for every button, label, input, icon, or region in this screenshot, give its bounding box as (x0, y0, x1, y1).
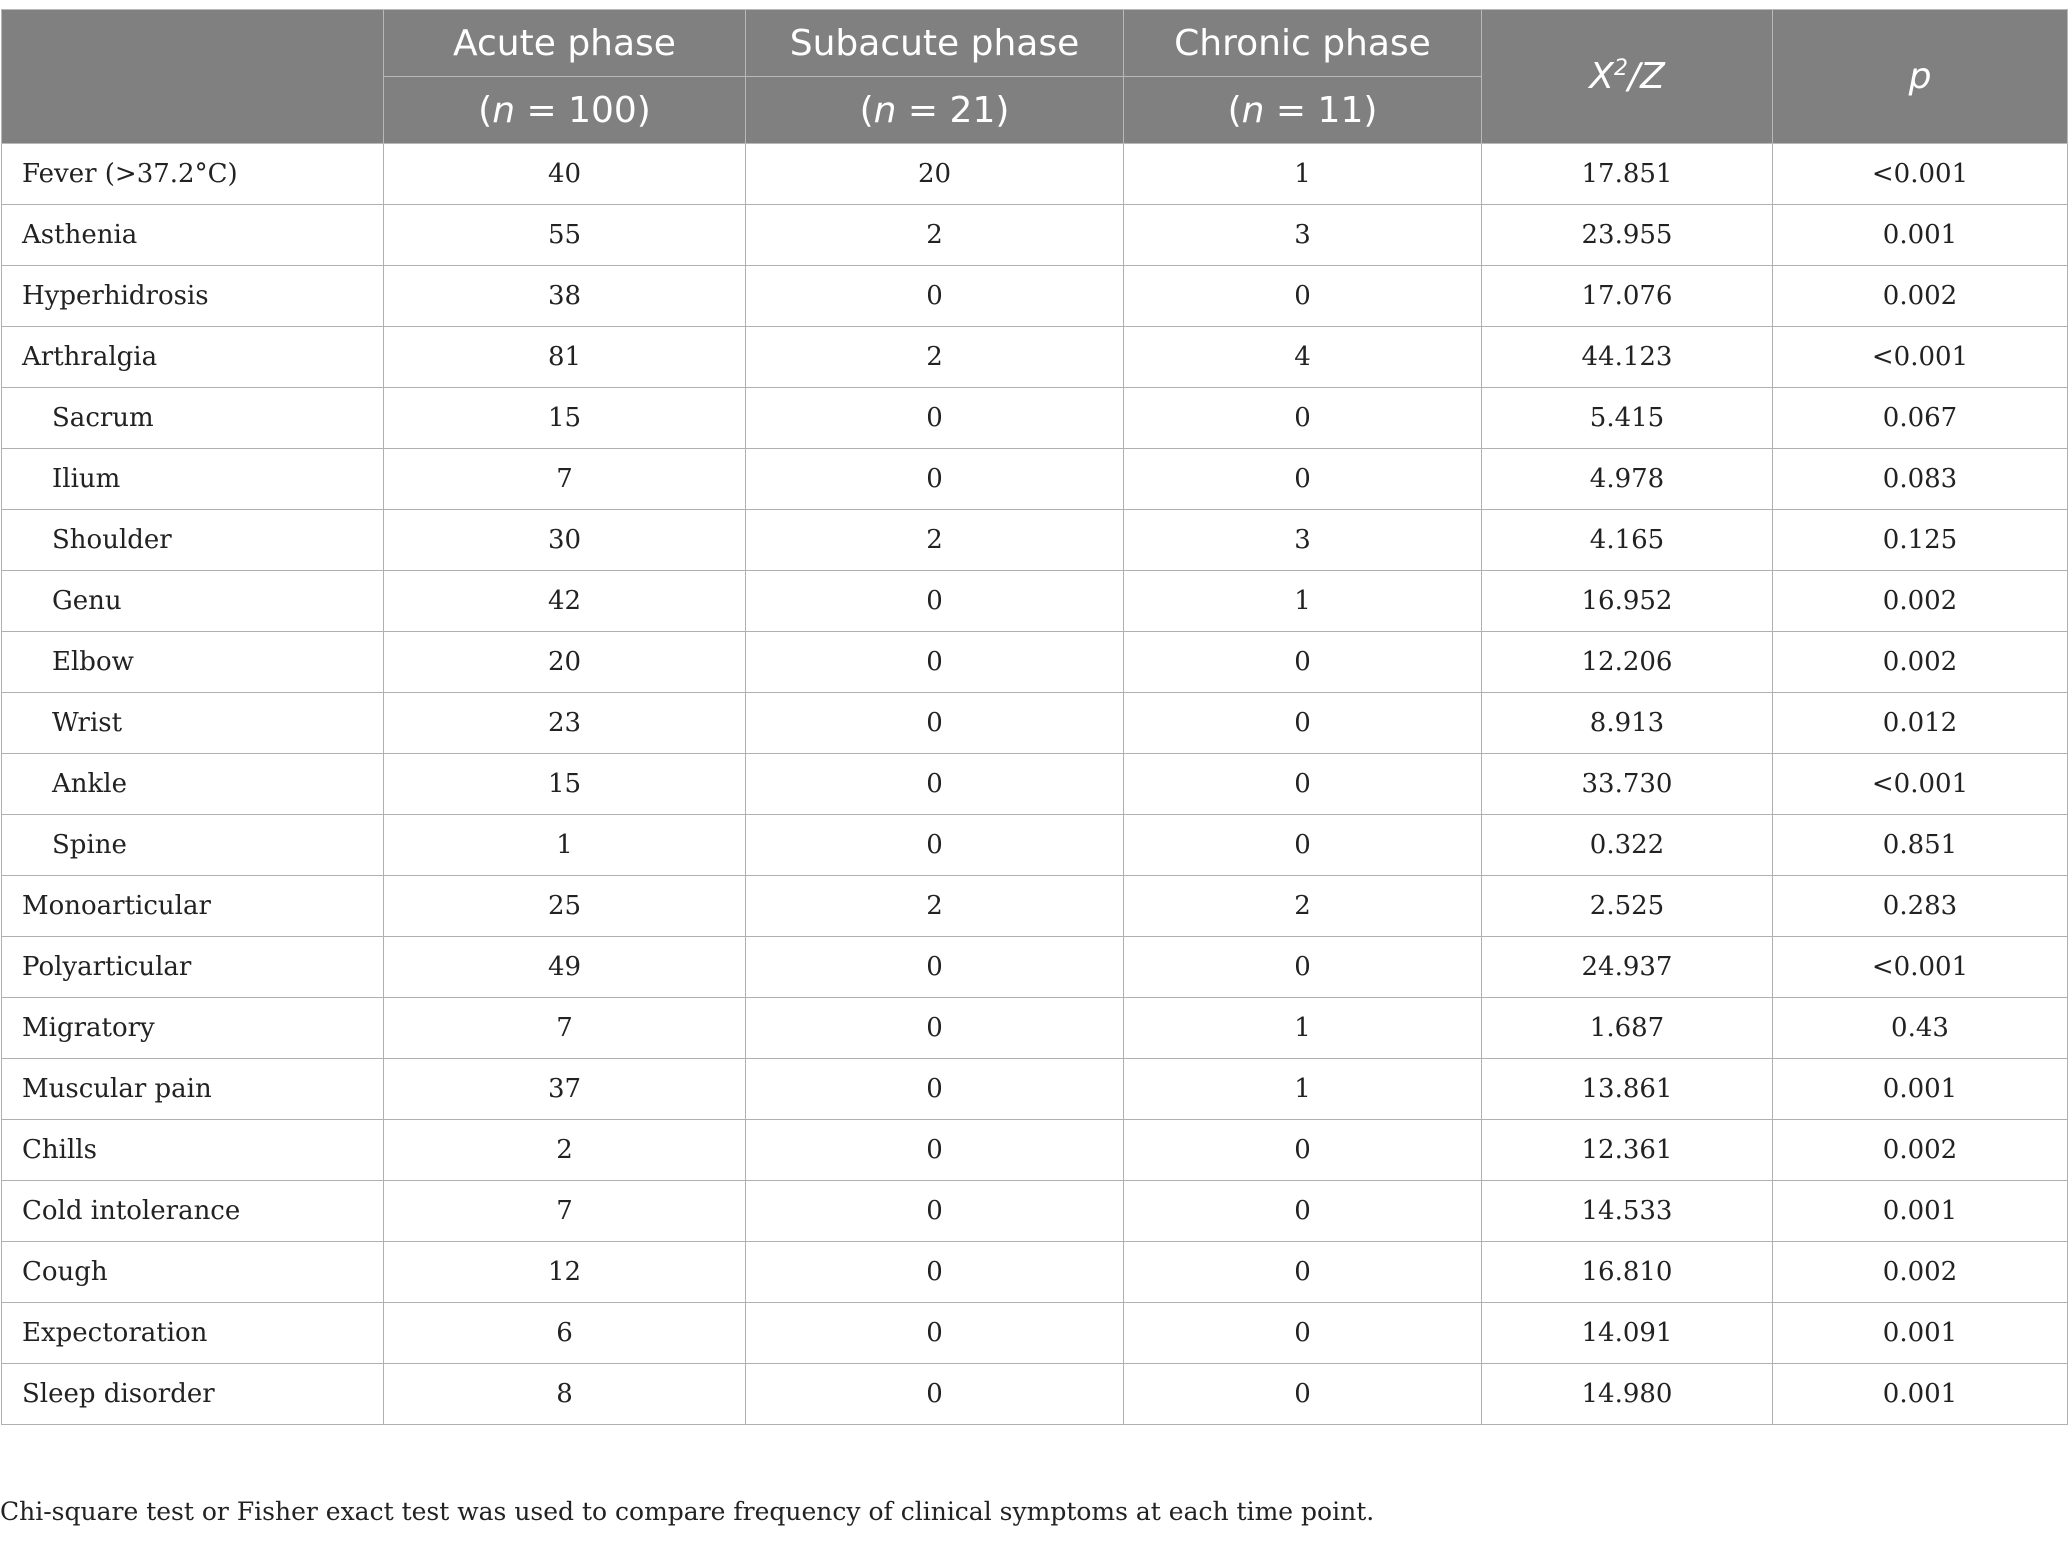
row-label: Elbow (2, 632, 384, 693)
statistic-value: 8.913 (1482, 693, 1773, 754)
table-row (2, 388, 2068, 449)
p-value: 0.125 (1773, 510, 2068, 571)
subacute-n-var: n (873, 89, 897, 131)
subacute-count: 0 (746, 632, 1124, 693)
chronic-count: 0 (1124, 266, 1482, 327)
table-row (2, 327, 2068, 388)
p-value: 0.083 (1773, 449, 2068, 510)
statistic-value: 44.123 (1482, 327, 1773, 388)
statistic-value: 0.322 (1482, 815, 1773, 876)
row-label: Genu (2, 571, 384, 632)
chronic-count: 0 (1124, 449, 1482, 510)
statistic-value: 5.415 (1482, 388, 1773, 449)
p-value: 0.851 (1773, 815, 2068, 876)
header-acute-n (384, 77, 746, 144)
chronic-n-value: = 11) (1264, 89, 1378, 131)
subacute-count: 0 (746, 754, 1124, 815)
header-chronic-phase: Chronic phase (1124, 10, 1482, 77)
subacute-n-value: = 21) (896, 89, 1010, 131)
p-value: 0.012 (1773, 693, 2068, 754)
statistic-value: 17.076 (1482, 266, 1773, 327)
statistic-value: 16.952 (1482, 571, 1773, 632)
table-row (2, 510, 2068, 571)
p-value: 0.001 (1773, 1303, 2068, 1364)
statistic-value: 1.687 (1482, 998, 1773, 1059)
table-row (2, 266, 2068, 327)
acute-count: 15 (384, 388, 746, 449)
row-label: Asthenia (2, 205, 384, 266)
chronic-n-var: n (1241, 89, 1265, 131)
subacute-count: 0 (746, 266, 1124, 327)
acute-count: 30 (384, 510, 746, 571)
row-label: Wrist (2, 693, 384, 754)
subacute-count: 0 (746, 1059, 1124, 1120)
table-header (2, 10, 2068, 144)
acute-count: 37 (384, 1059, 746, 1120)
header-statistic-x: X (1589, 56, 1614, 97)
chronic-count: 2 (1124, 876, 1482, 937)
p-value: 0.002 (1773, 632, 2068, 693)
acute-count: 81 (384, 327, 746, 388)
p-value: 0.43 (1773, 998, 2068, 1059)
chronic-count: 0 (1124, 388, 1482, 449)
acute-count: 6 (384, 1303, 746, 1364)
row-label: Shoulder (2, 510, 384, 571)
chronic-count: 1 (1124, 144, 1482, 205)
p-value: 0.001 (1773, 1364, 2068, 1425)
chronic-count: 0 (1124, 1242, 1482, 1303)
subacute-count: 20 (746, 144, 1124, 205)
header-acute-phase: Acute phase (384, 10, 746, 77)
header-statistic-superscript: 2 (1613, 56, 1628, 81)
chronic-count: 3 (1124, 510, 1482, 571)
p-value: <0.001 (1773, 754, 2068, 815)
symptom-table (1, 9, 2068, 1425)
header-blank-cell (2, 10, 384, 144)
header-row-titles (2, 10, 2068, 77)
acute-count: 49 (384, 937, 746, 998)
acute-n-value: = 100) (515, 89, 651, 131)
acute-count: 40 (384, 144, 746, 205)
statistic-value: 24.937 (1482, 937, 1773, 998)
statistic-value: 16.810 (1482, 1242, 1773, 1303)
p-value: 0.001 (1773, 1181, 2068, 1242)
table-row (2, 754, 2068, 815)
subacute-count: 0 (746, 693, 1124, 754)
row-label: Muscular pain (2, 1059, 384, 1120)
acute-count: 23 (384, 693, 746, 754)
acute-count: 12 (384, 1242, 746, 1303)
row-label: Ankle (2, 754, 384, 815)
chronic-count: 0 (1124, 693, 1482, 754)
row-label: Monoarticular (2, 876, 384, 937)
subacute-count: 0 (746, 1242, 1124, 1303)
header-statistic-rest: /Z (1627, 56, 1665, 97)
table-row (2, 876, 2068, 937)
acute-count: 55 (384, 205, 746, 266)
header-subacute-n (746, 77, 1124, 144)
table-row (2, 571, 2068, 632)
subacute-count: 0 (746, 998, 1124, 1059)
row-label: Sacrum (2, 388, 384, 449)
chronic-count: 1 (1124, 571, 1482, 632)
row-label: Sleep disorder (2, 1364, 384, 1425)
chronic-count: 0 (1124, 815, 1482, 876)
acute-count: 42 (384, 571, 746, 632)
statistic-value: 4.165 (1482, 510, 1773, 571)
chronic-n-open: ( (1227, 89, 1242, 131)
table-row (2, 1303, 2068, 1364)
statistic-value: 12.206 (1482, 632, 1773, 693)
chronic-count: 4 (1124, 327, 1482, 388)
subacute-count: 2 (746, 876, 1124, 937)
statistic-value: 14.980 (1482, 1364, 1773, 1425)
p-value: 0.067 (1773, 388, 2068, 449)
p-value: 0.001 (1773, 205, 2068, 266)
acute-count: 8 (384, 1364, 746, 1425)
p-value: <0.001 (1773, 937, 2068, 998)
row-label: Cold intolerance (2, 1181, 384, 1242)
statistic-value: 4.978 (1482, 449, 1773, 510)
subacute-count: 0 (746, 1364, 1124, 1425)
table-row (2, 937, 2068, 998)
subacute-count: 2 (746, 205, 1124, 266)
header-p-label: p (1908, 56, 1932, 97)
header-p-value (1773, 10, 2068, 144)
subacute-count: 0 (746, 449, 1124, 510)
table-row (2, 1059, 2068, 1120)
acute-n-open: ( (478, 89, 493, 131)
subacute-count: 0 (746, 1181, 1124, 1242)
statistic-value: 12.361 (1482, 1120, 1773, 1181)
statistic-value: 17.851 (1482, 144, 1773, 205)
acute-count: 38 (384, 266, 746, 327)
p-value: 0.002 (1773, 266, 2068, 327)
subacute-count: 2 (746, 327, 1124, 388)
row-label: Cough (2, 1242, 384, 1303)
table-row (2, 144, 2068, 205)
row-label: Ilium (2, 449, 384, 510)
chronic-count: 0 (1124, 1181, 1482, 1242)
row-label: Expectoration (2, 1303, 384, 1364)
table-row (2, 1242, 2068, 1303)
acute-count: 2 (384, 1120, 746, 1181)
chronic-count: 3 (1124, 205, 1482, 266)
row-label: Fever (>37.2°C) (2, 144, 384, 205)
chronic-count: 0 (1124, 937, 1482, 998)
table-row (2, 815, 2068, 876)
table-row (2, 1181, 2068, 1242)
table-row (2, 632, 2068, 693)
statistic-value: 14.533 (1482, 1181, 1773, 1242)
row-label: Spine (2, 815, 384, 876)
statistic-value: 13.861 (1482, 1059, 1773, 1120)
subacute-count: 0 (746, 388, 1124, 449)
chronic-count: 0 (1124, 1120, 1482, 1181)
subacute-count: 0 (746, 937, 1124, 998)
subacute-n-open: ( (859, 89, 874, 131)
header-chronic-n (1124, 77, 1482, 144)
p-value: 0.001 (1773, 1059, 2068, 1120)
table-body (2, 144, 2068, 1425)
acute-count: 20 (384, 632, 746, 693)
acute-count: 15 (384, 754, 746, 815)
table-footnote: Chi-square test or Fisher exact test was used to compare frequency of clinical symptoms at each time point. (0, 1497, 1375, 1526)
subacute-count: 0 (746, 571, 1124, 632)
statistic-value: 14.091 (1482, 1303, 1773, 1364)
acute-count: 7 (384, 1181, 746, 1242)
subacute-count: 0 (746, 815, 1124, 876)
subacute-count: 0 (746, 1120, 1124, 1181)
p-value: <0.001 (1773, 144, 2068, 205)
chronic-count: 1 (1124, 1059, 1482, 1120)
row-label: Hyperhidrosis (2, 266, 384, 327)
chronic-count: 0 (1124, 1364, 1482, 1425)
table-row (2, 205, 2068, 266)
row-label: Polyarticular (2, 937, 384, 998)
chronic-count: 0 (1124, 754, 1482, 815)
row-label: Migratory (2, 998, 384, 1059)
statistic-value: 33.730 (1482, 754, 1773, 815)
subacute-count: 2 (746, 510, 1124, 571)
row-label: Arthralgia (2, 327, 384, 388)
table-row (2, 1120, 2068, 1181)
statistic-value: 23.955 (1482, 205, 1773, 266)
table-row (2, 1364, 2068, 1425)
acute-count: 7 (384, 998, 746, 1059)
p-value: <0.001 (1773, 327, 2068, 388)
statistic-value: 2.525 (1482, 876, 1773, 937)
subacute-count: 0 (746, 1303, 1124, 1364)
p-value: 0.002 (1773, 1242, 2068, 1303)
header-subacute-phase: Subacute phase (746, 10, 1124, 77)
chronic-count: 1 (1124, 998, 1482, 1059)
acute-count: 7 (384, 449, 746, 510)
acute-count: 1 (384, 815, 746, 876)
p-value: 0.283 (1773, 876, 2068, 937)
row-label: Chills (2, 1120, 384, 1181)
header-statistic (1482, 10, 1773, 144)
table-row (2, 998, 2068, 1059)
chronic-count: 0 (1124, 632, 1482, 693)
table-row (2, 693, 2068, 754)
acute-count: 25 (384, 876, 746, 937)
p-value: 0.002 (1773, 571, 2068, 632)
p-value: 0.002 (1773, 1120, 2068, 1181)
acute-n-var: n (492, 89, 516, 131)
chronic-count: 0 (1124, 1303, 1482, 1364)
table-row (2, 449, 2068, 510)
